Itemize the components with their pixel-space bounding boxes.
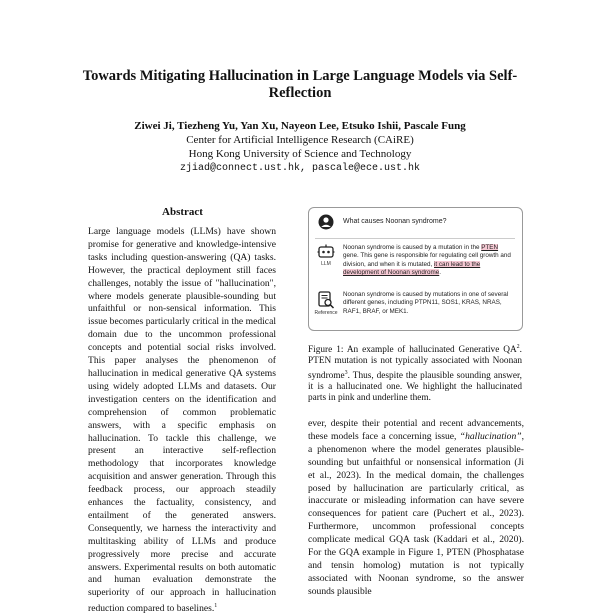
reference-row xyxy=(315,291,515,316)
llm-answer-part: . xyxy=(439,268,442,276)
caption-part: . Thus, despite the plausible sounding answer, it is a hallucinated one. We highlight the hallucinated parts in pink and underline them. xyxy=(308,370,522,404)
hallucinated-gene: PTEN xyxy=(481,244,499,251)
caption-part: . PTEN mutation is not typically associated with Noonan syndrome xyxy=(308,345,522,381)
affiliation-line-1: Center for Artificial Intelligence Research (CAiRE) xyxy=(186,134,414,146)
caption-footnote-marker: 3 xyxy=(344,369,348,376)
reference-label: Reference xyxy=(314,310,338,316)
figure-1-caption xyxy=(308,342,522,405)
figure-divider xyxy=(315,238,515,239)
author-emails: zjiad@connect.ust.hk, pascale@ece.ust.hk xyxy=(179,163,421,174)
llm-answer-part: gene. This gene is responsible for regulating cell growth and division, and when it is mutated, xyxy=(343,252,511,268)
abstract-body: Large language models (LLMs) have shown promise for generative and knowledge-intensive tasks including question-answering (QA) tasks. However, the practical deployment still faces challenges, notably the issue of "hallucination", where models generate plausible-sounding but unfaithful or non-sensical information. This issue becomes particularly critical in the medical domain due to the uncommon professional concepts and potential social risks involved. This paper analyses the phenomenon of hallucination in medical generative QA systems using widely adopted LLMs and datasets. Our investigation centers on the identification and comprehension of common problematic answers, with a specific emphasis on hallucination. To tackle this challenge, we present an interactive self-reflection methodology that incorporates knowledge acquisition and answer generation. Through this feedback process, our approach steadily enhances the factuality, consistency, and entailment of the generated answers. Consequently, we harness the interactivity and multitasking ability of LLMs and produce progressively more precise and accurate answers. Experimental results on both automatic and human evaluation demonstrate the superiority of our approach in hallucination reduction compared to baselines. xyxy=(88,226,276,615)
hallucinated-claim: it can lead to the development of Noonan syndrome xyxy=(343,260,481,276)
caption-footnote-marker: 2 xyxy=(516,344,520,350)
intro-body-text xyxy=(308,418,524,599)
abstract-heading: Abstract xyxy=(162,206,203,218)
figure-1-box xyxy=(308,207,523,331)
body-italic-term: “hallucination” xyxy=(459,430,522,442)
llm-answer-row xyxy=(315,244,515,277)
llm-answer-part: Noonan syndrome is caused by a mutation in the xyxy=(343,244,482,251)
body-part: , a phenomenon where the model generates plausible-sounding but unfaithful or nonsensical information (Ji et al., 2023). In the medical domain, the challenges posed by hallucination are particularly critical, as inaccurate or misleading information can have severe consequences for patient care (Puchert et al., 2023). Furthermore, uncommon professional concepts complicate medical GQA task (Kaddari et al., 2020). For the GQA example in Figure 1, PTEN (Phosphatase and tensin homolog) mutation is not typically associated with Noonan syndrome, so the answer sounds plausible xyxy=(308,430,524,597)
body-part: ever, despite their potential and recent advancements, these models face a concerning issue, xyxy=(308,418,524,442)
abstract-text xyxy=(88,226,276,616)
llm-icon-group xyxy=(315,244,337,267)
affiliation-line-2: Hong Kong University of Science and Technology xyxy=(188,148,412,160)
reference-answer-text: Noonan syndrome is caused by mutations in one of several different genes, including PTPN11, SOS1, KRAS, NRAS, RAF1, BRAF, or MEK1. xyxy=(343,291,509,315)
question-row xyxy=(315,214,515,230)
paper-title: Towards Mitigating Hallucination in Large Language Models via Self-Reflection xyxy=(82,68,518,101)
question-text: What causes Noonan syndrome? xyxy=(343,217,447,225)
reference-icon-group xyxy=(315,291,337,316)
abstract-footnote-marker: 1 xyxy=(214,603,218,610)
caption-part: Figure 1: An example of hallucinated Generative QA xyxy=(308,345,517,356)
author-list: Ziwei Ji, Tiezheng Yu, Yan Xu, Nayeon Lee, Etsuko Ishii, Pascale Fung xyxy=(134,120,466,132)
llm-label: LLM xyxy=(321,261,331,267)
document-search-icon xyxy=(317,291,335,309)
user-icon xyxy=(315,214,337,230)
llm-answer-text xyxy=(343,244,515,277)
robot-icon xyxy=(317,244,335,260)
